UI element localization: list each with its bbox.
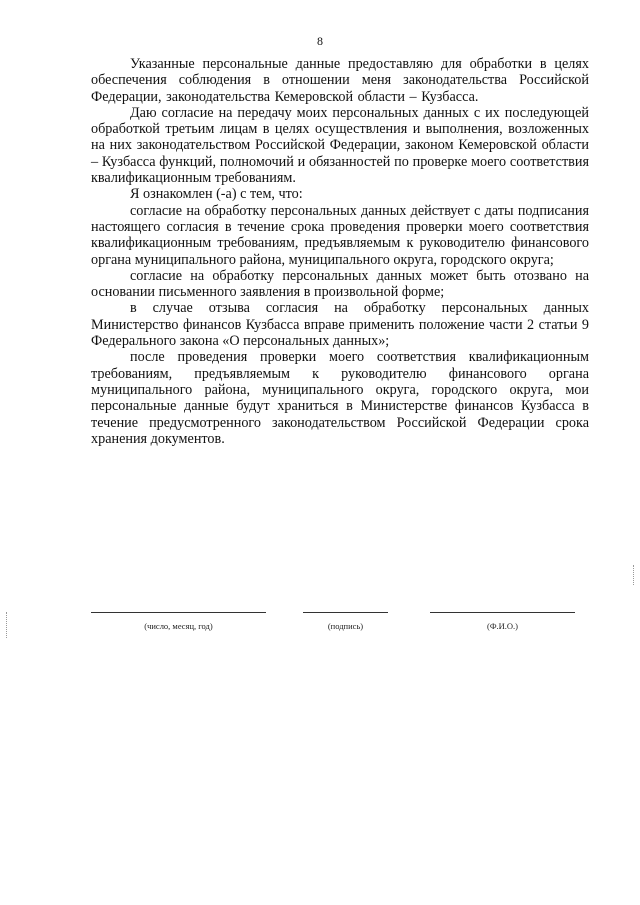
paragraph-validity-term: согласие на обработку персональных данных действует с даты подписания настоящего согласия в течение срока проведения проверки моего соответствия квалификационным требованиям, предъявляемым к руководителю финансового органа муниципального района, муниципального округа, городского округа;: [91, 202, 589, 268]
date-line: [91, 612, 266, 613]
paragraph-third-party-consent: Даю согласие на передачу моих персональных данных с их последующей обработкой третьим лицам в целях осуществления и выполнения, возложенных на них законодательством Российской Федерации, законом Кемеровской области – Кузбасса функций, полномочий и обязанностей по проверке моего соответствия квалификационным требованиям.: [91, 104, 589, 187]
date-caption: (число, месяц, год): [144, 621, 213, 631]
paragraph-acknowledgement: Я ознакомлен (-а) с тем, что:: [130, 186, 303, 203]
paragraph-revocation: согласие на обработку персональных данных может быть отозвано на основании письменного заявления в произвольной форме;: [91, 267, 589, 301]
signature-line: [303, 612, 388, 613]
signature-caption: (подпись): [327, 621, 364, 631]
right-scan-mark: [633, 565, 635, 585]
consent-text: [91, 56, 589, 447]
left-scan-mark: [6, 612, 8, 638]
name-line: [430, 612, 575, 613]
paragraph-data-retention: после проведения проверки моего соответствия квалификационным требованиям, предъявляемым к руководителю финансового органа муниципального района, муниципального округа, городского округа, мои персональные данные будут храниться в Министерстве финансов Кузбасса в течение предусмотренного законодательством Российской Федерации срока хранения документов.: [91, 349, 589, 447]
page-number: 8: [317, 34, 323, 48]
paragraph-revocation-consequences: в случае отзыва согласия на обработку персональных данных Министерство финансов Кузбасса вправе применить положение части 2 статьи 9 Федерального закона «О персональных данных»;: [91, 300, 589, 350]
name-caption: (Ф.И.О.): [486, 621, 519, 631]
paragraph-purpose: Указанные персональные данные предоставляю для обработки в целях обеспечения соблюдения в отношении меня законодательства Российской Федерации, законодательства Кемеровской области – Кузбасса.: [91, 56, 589, 105]
